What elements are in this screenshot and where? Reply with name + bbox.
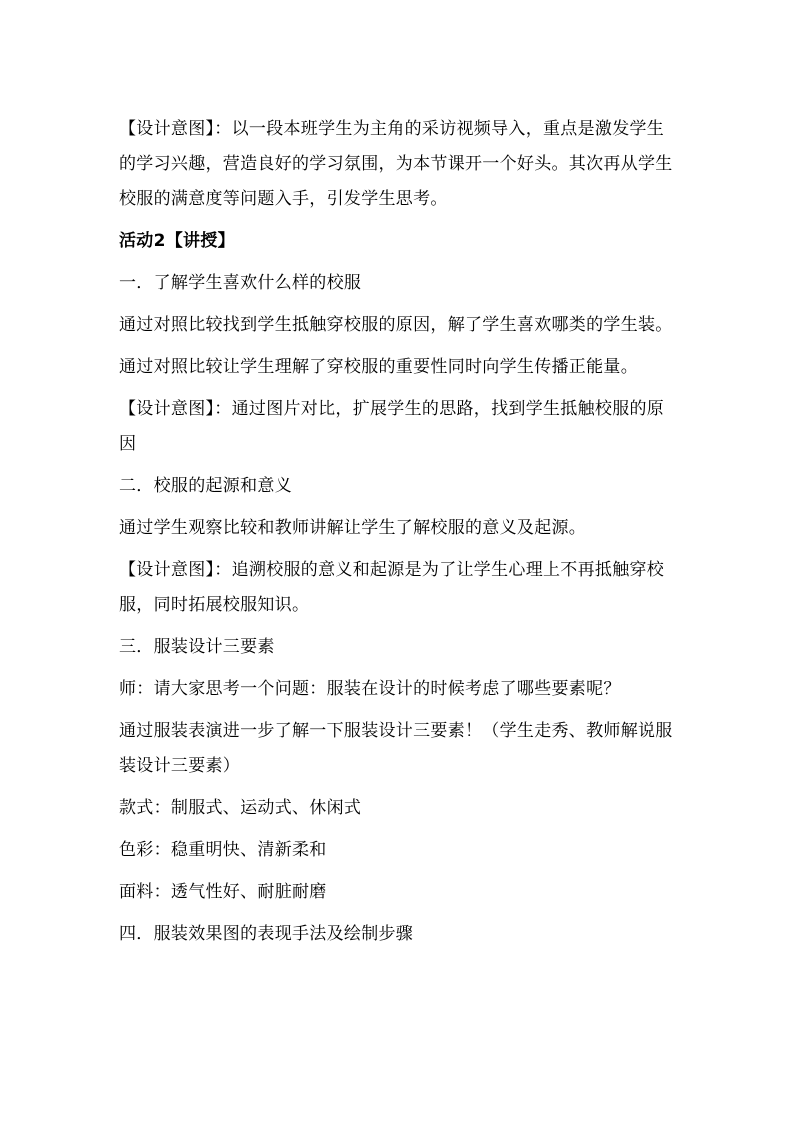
heading-activity-2: 活动2【讲授】 [119,231,235,251]
paragraph-teacher-question: 师：请大家思考一个问题：服装在设计的时候考虑了哪些要素呢？ [119,679,621,699]
section-heading-4: 四．服装效果图的表现手法及绘制步骤 [119,924,414,944]
paragraph-origin: 通过学生观察比较和教师讲解让学生了解校服的意义及起源。 [119,518,587,538]
paragraph-color: 色彩：稳重明快、清新柔和 [119,840,327,860]
paragraph-fashion-show: 通过服装表演进一步了解一下服装设计三要素！（学生走秀、教师解说服装设计三要素） [119,721,673,776]
document-body [119,112,681,959]
paragraph-compare-2: 通过对照比较让学生理解了穿校服的重要性同时向学生传播正能量。 [119,357,638,377]
paragraph-style: 款式：制服式、运动式、休闲式 [119,798,362,818]
section-heading-1: 一．了解学生喜欢什么样的校服 [119,273,362,293]
paragraph-compare-1: 通过对照比较找到学生抵触穿校服的原因，解了学生喜欢哪类的学生装。 [119,315,673,335]
paragraph-design-intent-1: 【设计意图】：以一段本班学生为主角的采访视频导入，重点是激发学生的学习兴趣，营造良好的学习氛围，为本节课开一个好头。其次再从学生校服的满意度等问题入手，引发学生思考。 [119,119,673,209]
paragraph-fabric: 面料：透气性好、耐脏耐磨 [119,882,327,902]
section-heading-2: 二．校服的起源和意义 [119,476,292,496]
paragraph-design-intent-2: 【设计意图】：通过图片对比，扩展学生的思路，找到学生抵触校服的原因 [119,399,665,454]
section-heading-3: 三．服装设计三要素 [119,637,275,657]
paragraph-design-intent-3: 【设计意图】：追溯校服的意义和起源是为了让学生心理上不再抵触穿校服，同时拓展校服知识。 [119,560,665,615]
